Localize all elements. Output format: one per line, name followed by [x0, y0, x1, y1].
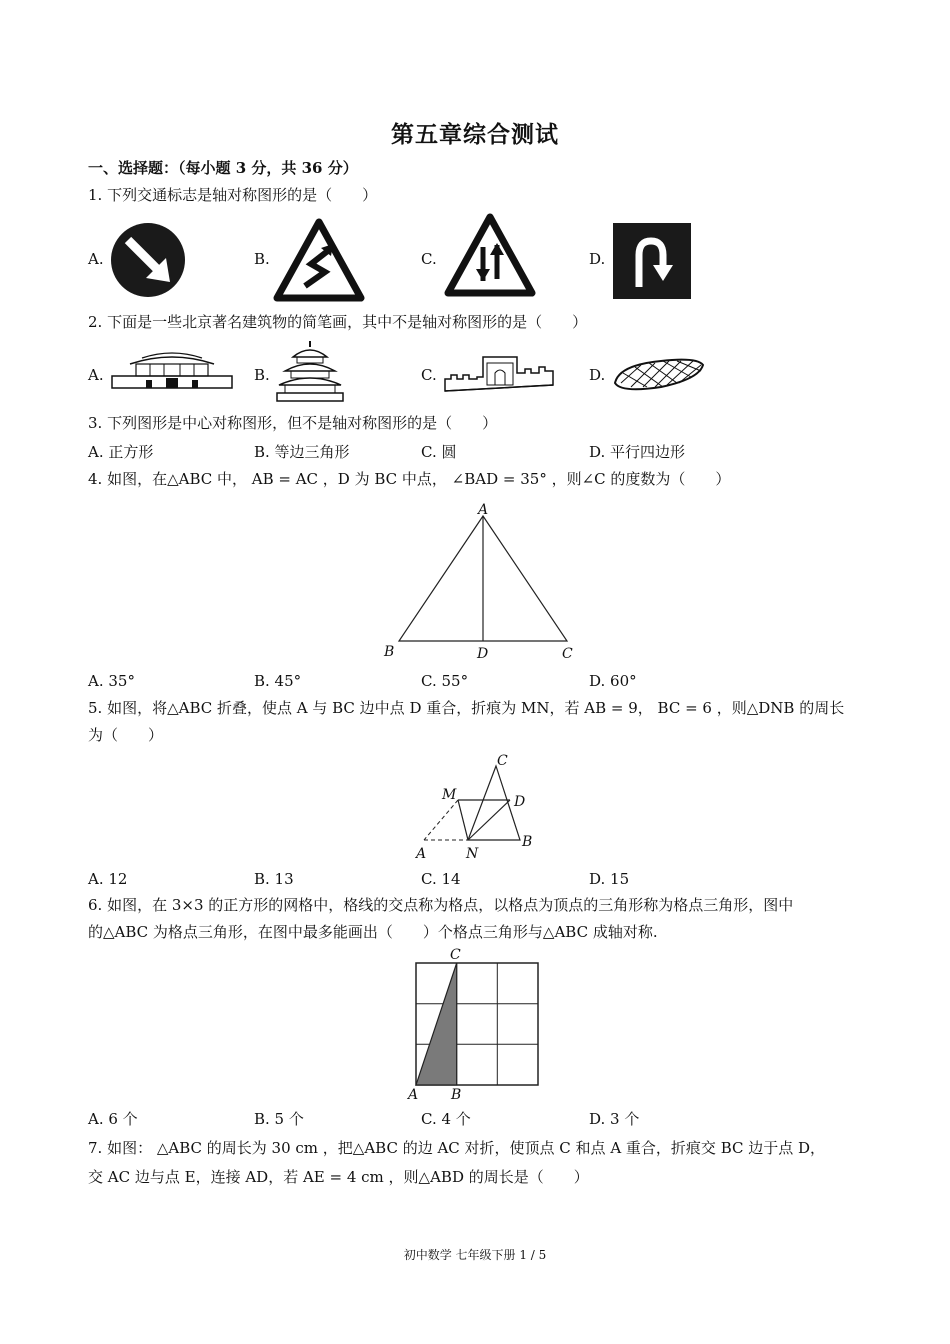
q2-option-a: A.: [88, 366, 104, 384]
question-5-stem-line2: 为（ ）: [88, 726, 164, 744]
tiananmen-icon: [110, 350, 234, 392]
q3-option-b: B. 等边三角形: [254, 443, 350, 461]
q4-option-c: C. 55°: [421, 672, 469, 690]
q3-option-c: C. 圆: [421, 443, 457, 461]
q2-option-c: C.: [421, 366, 437, 384]
q6-option-b: B. 5 个: [254, 1110, 304, 1128]
q1-option-d: D.: [589, 250, 606, 268]
q5-option-a: A. 12: [88, 870, 128, 888]
q6-option-a: A. 6 个: [88, 1110, 138, 1128]
section-heading: 一、选择题：（每小题 3 分，共 36 分）: [88, 159, 358, 177]
q5-option-d: D. 15: [589, 870, 630, 888]
q1-option-b: B.: [254, 250, 270, 268]
temple-of-heaven-icon: [275, 341, 345, 403]
q6-label-c: C: [450, 947, 461, 963]
q5-label-n: N: [466, 846, 479, 862]
q3-option-d: D. 平行四边形: [589, 443, 686, 461]
q6-label-b: B: [451, 1087, 462, 1103]
q5-label-b: B: [522, 834, 533, 850]
page-footer: 初中数学 七年级下册 1 / 5: [403, 1248, 547, 1262]
q4-label-a: A: [478, 502, 489, 518]
q3-option-a: A. 正方形: [88, 443, 154, 461]
question-2-stem: 2. 下面是一些北京著名建筑物的简笔画，其中不是轴对称图形的是（ ）: [88, 313, 588, 331]
page-title: 第五章综合测试: [391, 121, 559, 148]
question-6-stem-line2: 的△ABC 为格点三角形，在图中最多能画出（ ）个格点三角形与△ABC 成轴对称.: [88, 923, 658, 941]
question-5-stem-line1: 5. 如图，将△ABC 折叠，使点 A 与 BC 边中点 D 重合，折痕为 MN，若 AB = 9， BC = 6 ，则△DNB 的周长: [88, 699, 845, 717]
two-way-traffic-sign-icon: [446, 215, 534, 295]
q5-label-c: C: [497, 753, 508, 769]
birds-nest-stadium-icon: [611, 353, 705, 395]
q5-label-m: M: [442, 787, 457, 803]
u-turn-sign-icon: [613, 223, 691, 299]
q5-option-b: B. 13: [254, 870, 294, 888]
q4-option-d: D. 60°: [589, 672, 637, 690]
q4-triangle-figure: [380, 500, 580, 665]
q4-label-b: B: [384, 644, 395, 660]
q5-label-d: D: [514, 794, 526, 810]
q5-fold-figure: [410, 750, 550, 862]
q6-option-c: C. 4 个: [421, 1110, 471, 1128]
q1-option-a: A.: [88, 250, 104, 268]
q4-option-b: B. 45°: [254, 672, 302, 690]
q5-option-c: C. 14: [421, 870, 461, 888]
q5-label-a: A: [416, 846, 427, 862]
q6-option-d: D. 3 个: [589, 1110, 640, 1128]
q6-label-a: A: [408, 1087, 419, 1103]
q4-label-d: D: [477, 646, 489, 662]
question-7-stem-line2: 交 AC 边与点 E，连接 AD，若 AE = 4 cm ，则△ABD 的周长是（ ）: [88, 1168, 589, 1186]
q6-grid-figure: [400, 945, 550, 1103]
curve-warning-sign-icon: [275, 220, 363, 300]
question-6-stem-line1: 6. 如图，在 3×3 的正方形的网格中，格线的交点称为格点，以格点为顶点的三角形称为格点三角形，图中: [88, 896, 794, 914]
q1-option-c: C.: [421, 250, 437, 268]
q2-option-d: D.: [589, 366, 606, 384]
q4-option-a: A. 35°: [88, 672, 135, 690]
q2-option-b: B.: [254, 366, 270, 384]
question-4-stem: 4. 如图，在△ABC 中， AB = AC ，D 为 BC 中点， ∠BAD = 35° ，则∠C 的度数为（ ）: [88, 470, 731, 488]
great-wall-icon: [443, 353, 555, 393]
question-1-stem: 1. 下列交通标志是轴对称图形的是（ ）: [88, 186, 378, 204]
q4-label-c: C: [562, 646, 573, 662]
question-7-stem-line1: 7. 如图： △ABC 的周长为 30 cm ，把△ABC 的边 AC 对折，使顶点 C 和点 A 重合，折痕交 BC 边于点 D，: [88, 1139, 826, 1157]
diagonal-arrow-sign-icon: [110, 222, 186, 298]
question-3-stem: 3. 下列图形是中心对称图形，但不是轴对称图形的是（ ）: [88, 414, 498, 432]
